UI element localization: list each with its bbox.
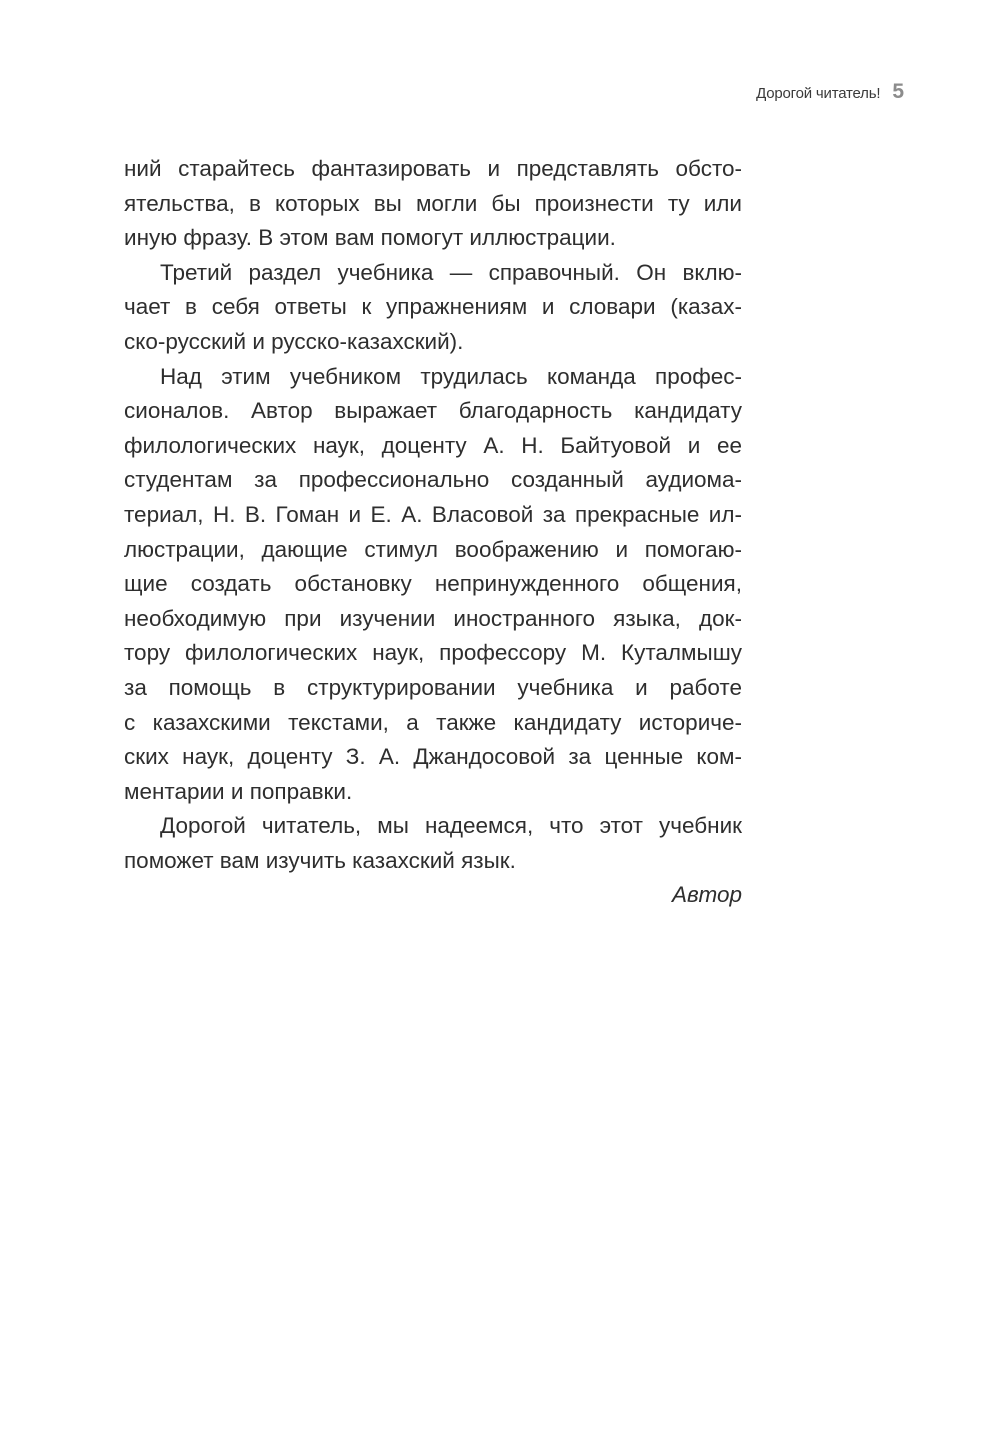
text-line: ний старайтесь фантазировать и представлять обсто- (124, 156, 742, 181)
text-line: необходимую при изучении иностранного языка, док- (124, 605, 742, 631)
paragraph (124, 809, 742, 878)
text-line: щие создать обстановку непринужденного общения, (124, 571, 742, 597)
text-line: филологических наук, доценту А. Н. Байтуовой и ее (124, 432, 742, 458)
running-header (756, 80, 904, 104)
text-line: Над этим учебником трудилась команда профес- (160, 363, 742, 389)
text-line: ских наук, доценту З. А. Джандосовой за ценные ком- (124, 744, 742, 770)
text-line: иную фразу. В этом вам помогут иллюстрации. (124, 225, 616, 251)
text-line: ментарии и поправки. (124, 778, 353, 804)
text-line: с казахскими текстами, а также кандидату историче- (124, 709, 742, 735)
text-line: люстрации, дающие стимул воображению и помогаю- (124, 536, 742, 562)
text-line: Третий раздел учебника — справочный. Он вклю- (160, 259, 742, 285)
paragraph (124, 256, 742, 360)
text-line: сионалов. Автор выражает благодарность кандидату (124, 398, 742, 424)
paragraph (124, 152, 742, 256)
text-line: ятельства, в которых вы могли бы произнести ту или (124, 190, 742, 216)
text-line: териал, Н. В. Гоман и Е. А. Власовой за прекрасные ил- (124, 501, 742, 527)
text-line: за помощь в структурировании учебника и работе (124, 674, 742, 700)
body-text (124, 152, 742, 913)
author-signature: Автор (671, 882, 742, 908)
text-line: поможет вам изучить казахский язык. (124, 847, 516, 873)
running-title: Дорогой читатель! (756, 85, 881, 102)
text-line: ско-русский и русско-казахский). (124, 328, 464, 354)
text-line: студентам за профессионально созданный аудиома- (124, 467, 742, 493)
paragraph (124, 360, 742, 810)
text-line: тору филологических наук, профессору М. Куталмышу (124, 640, 742, 666)
text-line: чает в себя ответы к упражнениям и словари (казах- (124, 294, 742, 320)
page-number: 5 (892, 80, 904, 103)
text-line: Дорогой читатель, мы надеемся, что этот учебник (160, 813, 742, 839)
